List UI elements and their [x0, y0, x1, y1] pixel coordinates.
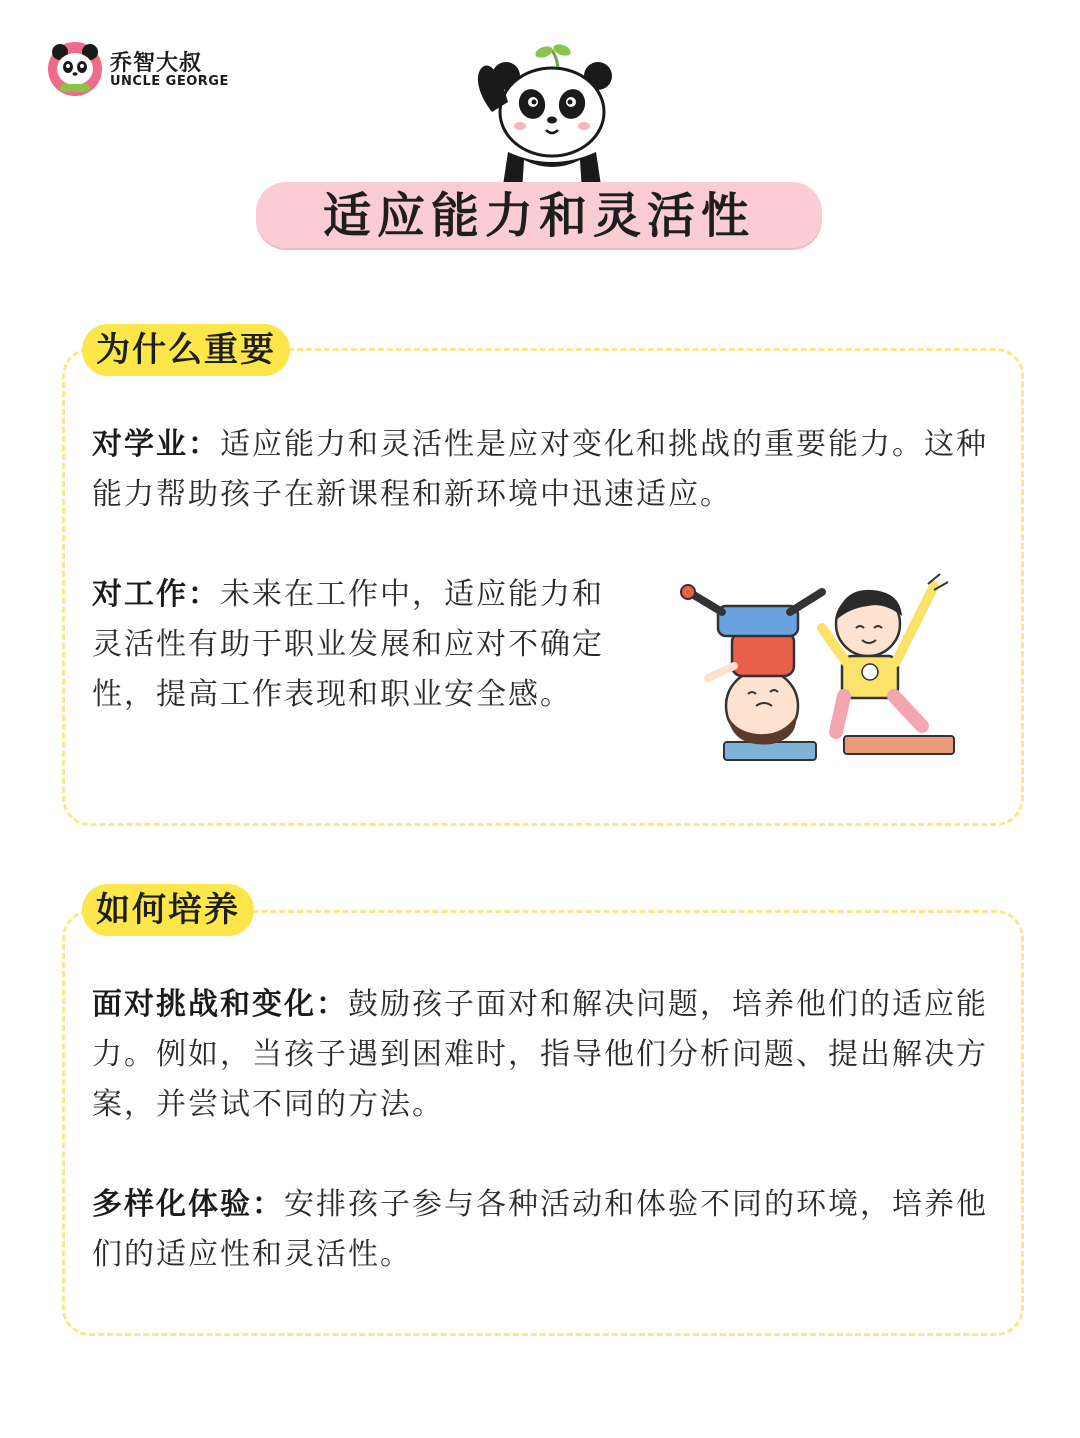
term-challenges: 面对挑战和变化： [92, 987, 348, 1022]
text-challenges: 鼓励孩子面对和解决问题，培养他们的适应能力。例如，当孩子遇到困难时，指导他们分析问题、提出解决方案，并尝试不同的方法。 [92, 987, 988, 1122]
section-label-how-to-cultivate: 如何培养 [82, 884, 254, 936]
panda-logo-icon [46, 40, 104, 98]
kids-illustration [672, 566, 972, 786]
brand-name-cn: 乔智大叔 [110, 51, 203, 76]
text-academics: 适应能力和灵活性是应对变化和挑战的重要能力。这种能力帮助孩子在新课程和新环境中迅速适应。 [92, 427, 988, 512]
brand-name-en: UNCLE GEORGE [110, 74, 229, 89]
term-diverse-experience: 多样化体验： [92, 1187, 284, 1222]
term-academics: 对学业： [92, 427, 220, 462]
section-label-why-important: 为什么重要 [82, 324, 290, 376]
term-work: 对工作： [92, 577, 220, 612]
text-diverse-experience: 安排孩子参与各种活动和体验不同的环境，培养他们的适应性和灵活性。 [92, 1187, 988, 1272]
text-work: 未来在工作中，适应能力和灵活性有助于职业发展和应对不确定性，提高工作表现和职业安全感。 [92, 577, 604, 712]
page-title: 适应能力和灵活性 [322, 188, 755, 244]
panda-mascot-icon [462, 42, 622, 192]
paragraph-diverse-experience [92, 1180, 996, 1280]
title-banner [256, 182, 822, 248]
paragraph-work [92, 570, 622, 720]
paragraph-challenges [92, 980, 996, 1130]
paragraph-academics [92, 420, 996, 520]
brand-logo [46, 40, 266, 100]
